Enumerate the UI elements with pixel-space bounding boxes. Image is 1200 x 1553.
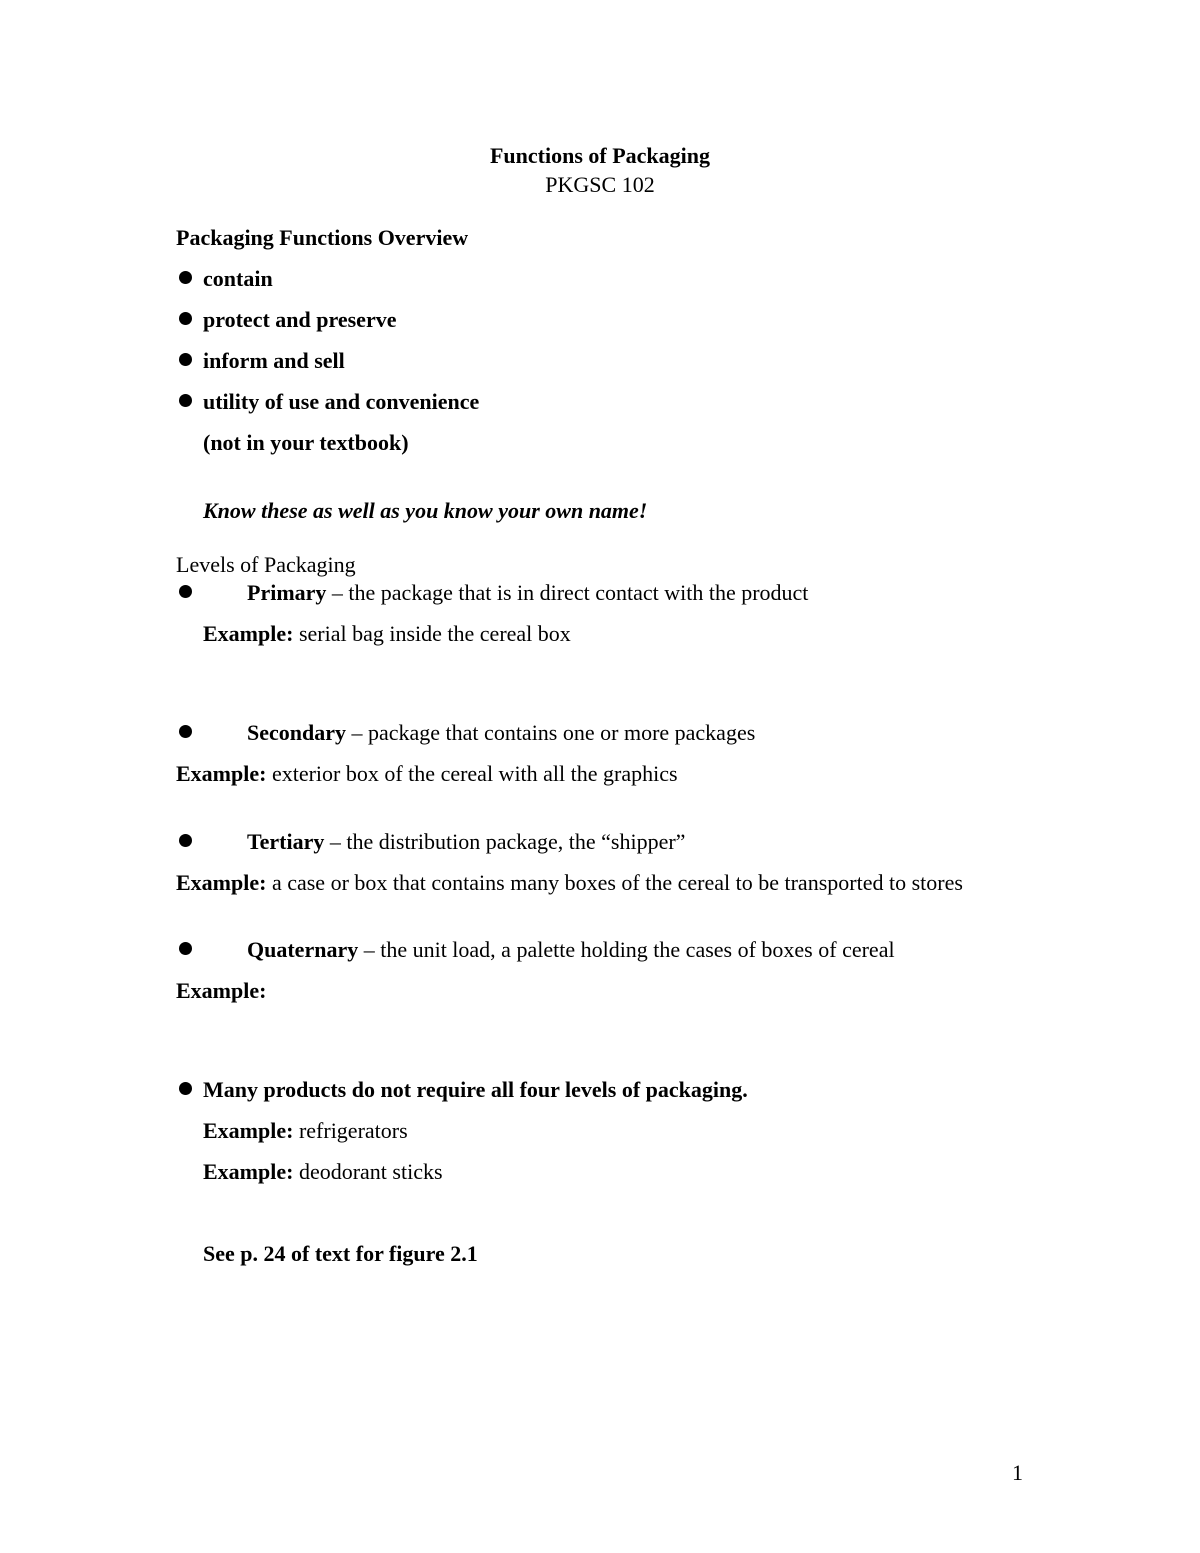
overview-item-protect: protect and preserve [203,307,397,332]
level-term: Tertiary [247,829,325,854]
bullet-icon [179,834,192,847]
level-definition: – package that contains one or more packages [346,720,756,745]
level-term: Secondary [247,720,346,745]
bullet-icon [179,271,192,284]
level-definition: – the unit load, a palette holding the cases of boxes of cereal [358,937,895,962]
course-code: PKGSC 102 [545,172,655,197]
tertiary-example [176,870,963,896]
overview-note: (not in your textbook) [203,430,409,455]
bullet-icon [179,353,192,366]
example-text: a case or box that contains many boxes of the cereal to be transported to stores [266,870,963,895]
primary-example [203,621,571,647]
level-quaternary [247,937,895,963]
level-primary [247,580,808,606]
page-number: 1 [1012,1460,1023,1485]
level-definition: – the package that is in direct contact with the product [326,580,809,605]
emphasis-line: Know these as well as you know your own name! [203,498,648,523]
overview-item-inform: inform and sell [203,348,345,373]
document-title: Functions of Packaging [489,143,711,168]
bullet-icon [179,585,192,598]
overview-item-utility: utility of use and convenience [203,389,480,414]
example-text: exterior box of the cereal with all the graphics [266,761,678,786]
bullet-icon [179,725,192,738]
secondary-example [176,761,678,787]
levels-heading: Levels of Packaging [176,552,356,577]
level-secondary [247,720,755,746]
example-text: refrigerators [293,1118,408,1143]
figure-reference: See p. 24 of text for figure 2.1 [203,1241,478,1266]
bullet-icon [179,1082,192,1095]
example-label: Example: [203,1159,294,1184]
example-text: serial bag inside the cereal box [293,621,571,646]
level-definition: – the distribution package, the “shipper” [324,829,686,854]
level-term: Quaternary [247,937,359,962]
example-deodorant [203,1159,443,1185]
overview-item-contain: contain [203,266,273,291]
quaternary-example-label: Example: [176,978,267,1003]
bullet-icon [179,942,192,955]
levels-statement: Many products do not require all four levels of packaging. [203,1077,748,1102]
example-text: deodorant sticks [293,1159,443,1184]
example-refrigerators [203,1118,408,1144]
example-label: Example: [203,1118,294,1143]
level-tertiary [247,829,685,855]
example-label: Example: [176,870,267,895]
example-label: Example: [176,761,267,786]
example-label: Example: [203,621,294,646]
level-term: Primary [247,580,327,605]
bullet-icon [179,312,192,325]
overview-heading: Packaging Functions Overview [176,225,469,250]
bullet-icon [179,394,192,407]
